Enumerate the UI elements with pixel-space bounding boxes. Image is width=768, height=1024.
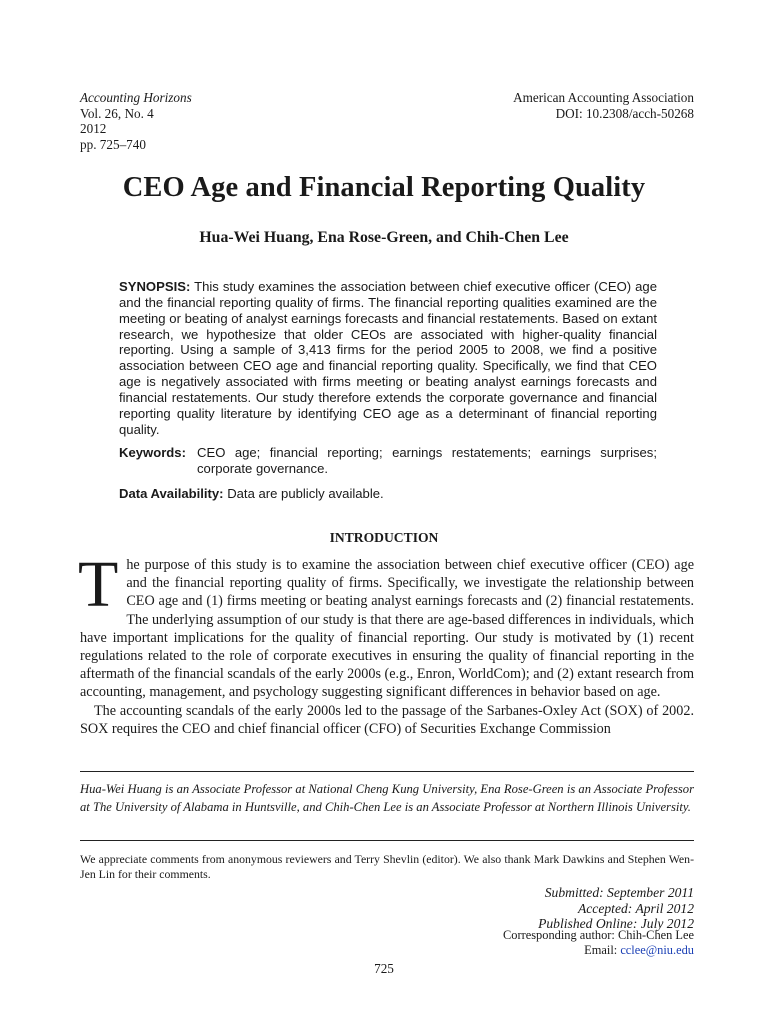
- journal-volume: Vol. 26, No. 4: [80, 105, 154, 121]
- corresponding-author: Corresponding author: Chih-Chen Lee: [503, 928, 694, 942]
- journal-pages: pp. 725–740: [80, 136, 146, 152]
- email-link[interactable]: cclee@niu.edu: [620, 942, 694, 957]
- published-date: Published Online: July 2012: [538, 916, 694, 932]
- body-text: [78, 548, 694, 738]
- doi: DOI: 10.2308/acch-50268: [555, 105, 694, 121]
- keywords-label: Keywords:: [119, 445, 186, 460]
- synopsis: [119, 279, 657, 437]
- publisher-name: American Accounting Association: [513, 90, 694, 105]
- keywords-text: CEO age; financial reporting; earnings restatements; earnings surprises; corporate governance.: [197, 445, 657, 476]
- submitted-date: Submitted: September 2011: [544, 885, 694, 900]
- journal-year: 2012: [80, 121, 107, 136]
- data-availability: [119, 486, 657, 502]
- author-affiliations: Hua-Wei Huang is an Associate Professor at National Cheng Kung University, Ena Rose-Green is an Associate Professor at The University of Alabama in Huntsville, and Chih-Chen Lee is an Associate Professor at Northern Illinois University.: [80, 782, 694, 814]
- paragraph-1: [78, 548, 694, 702]
- page-number: 725: [374, 961, 394, 976]
- email-line: [503, 943, 694, 958]
- acknowledgment: We appreciate comments from anonymous reviewers and Terry Shevlin (editor). We also thank Mark Dawkins and Stephen Wen-Jen Lin for their comments.: [80, 852, 694, 881]
- email-label: Email:: [584, 942, 621, 957]
- section-heading-introduction: INTRODUCTION: [329, 530, 439, 545]
- paper-title: CEO Age and Financial Reporting Quality: [122, 172, 646, 203]
- acknowledgment-divider: [80, 840, 694, 841]
- paragraph-2: The accounting scandals of the early 2000s led to the passage of the Sarbanes-Oxley Act (SOX) of 2002. SOX requires the CEO and chief financial officer (CFO) of Securities Exchange Commission: [80, 702, 694, 737]
- data-availability-text: Data are publicly available.: [227, 486, 384, 501]
- paper-authors: Hua-Wei Huang, Ena Rose-Green, and Chih-Chen Lee: [199, 229, 569, 246]
- data-availability-label: Data Availability:: [119, 486, 224, 501]
- synopsis-label: SYNOPSIS:: [119, 279, 191, 294]
- correspondence: [503, 928, 694, 957]
- journal-info: [80, 90, 192, 152]
- keywords: [119, 445, 657, 477]
- synopsis-text: This study examines the association between chief executive officer (CEO) age and the financial reporting quality of firms. The financial reporting qualities examined are the meeting or beating of analyst earnings forecasts and financial restatements. Based on extant research, we hypothesize that older CEOs are associated with higher-quality financial reporting. Using a sample of 3,413 firms for the period 2005 to 2008, we find a positive association between CEO age and financial reporting quality. Specifically, we find that CEO age is negatively associated with firms meeting or beating analyst earnings forecasts and financial restatements. Our study therefore extends the corporate governance and financial reporting quality literature by identifying CEO age as a determinant of financial reporting quality.: [119, 279, 657, 437]
- publisher-info: [513, 90, 694, 121]
- paragraph-1-text: he purpose of this study is to examine the association between chief executive officer (CEO) age and the financial reporting quality of firms. Specifically, we investigate the relationship between CEO age and (1) firms meeting or beating analyst earnings forecasts and (2) financial restatements. The underlying assumption of our study is that there are age-based differences in individuals, which have important implications for the quality of financial reporting. Our study is motivated by (1) recent regulations related to the role of corporate executives in ensuring the quality of financial reporting in the aftermath of the financial scandals of the early 2000s (e.g., Enron, WorldCom); and (2) extant research from accounting, management, and psychology suggesting significant differences in behavior based on age.: [80, 557, 694, 701]
- journal-name: Accounting Horizons: [80, 90, 192, 105]
- publication-dates: [538, 885, 694, 932]
- footnote-divider: [80, 771, 694, 772]
- drop-cap: T: [78, 548, 119, 621]
- accepted-date: Accepted: April 2012: [577, 900, 694, 916]
